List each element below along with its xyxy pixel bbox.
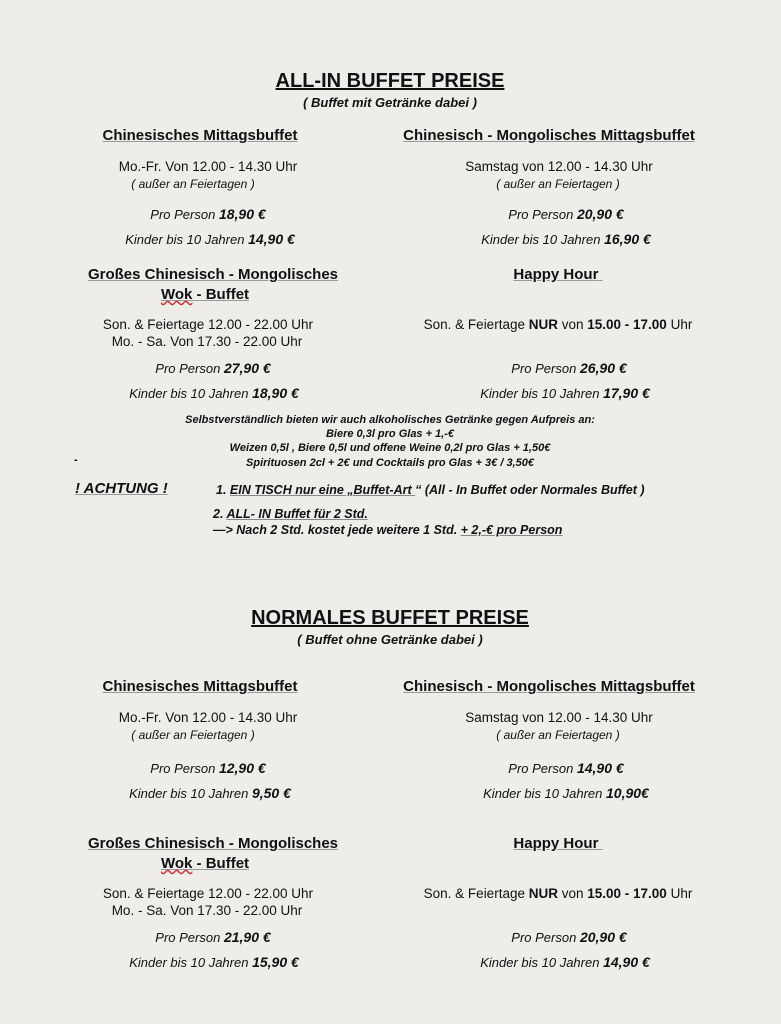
lunch-time: Mo.-Fr. Von 12.00 - 14.30 Uhr [118,710,298,725]
happy-child-price: Kinder bis 10 Jahren 14,90 € [480,954,650,970]
rule-one-table: 1. EIN TISCH nur eine „Buffet-Art “ (All - In Buffet oder Normales Buffet ) [216,483,645,497]
drinks-note-line: Selbstverständlich bieten wir auch alkoholisches Getränke gegen Aufpreis an: [185,414,595,426]
section-title: NORMALES BUFFET PREISE [251,607,529,629]
wok-heading-line2: Wok - Buffet [160,855,250,872]
lunch-note: ( außer an Feiertagen ) [131,728,255,742]
wok-child-price: Kinder bis 10 Jahren 15,90 € [129,954,299,970]
wok-time-weekday: Mo. - Sa. Von 17.30 - 22.00 Uhr [111,903,303,918]
lunch-child-price: Kinder bis 10 Jahren 14,90 € [125,231,295,247]
drinks-note-line: Spirituosen 2cl + 2€ und Cocktails pro Glas + 3€ / 3,50€ [246,457,534,469]
lunch-time: Mo.-Fr. Von 12.00 - 14.30 Uhr [118,159,298,174]
wok-adult-price: Pro Person 27,90 € [155,360,271,376]
dash-mark: - [74,454,78,466]
lunch-adult-price: Pro Person 18,90 € [150,206,266,222]
wok-time-weekend: Son. & Feiertage 12.00 - 22.00 Uhr [102,886,314,901]
wok-adult-price: Pro Person 21,90 € [155,929,271,945]
mongol-lunch-time: Samstag von 12.00 - 14.30 Uhr [465,159,653,174]
mongol-lunch-heading: Chinesisch - Mongolisches Mittagsbuffet [403,678,695,695]
happy-child-price: Kinder bis 10 Jahren 17,90 € [480,385,650,401]
drinks-note-line: Weizen 0,5l , Biere 0,5l und offene Weine 0,2l pro Glas + 1,50€ [229,442,551,454]
happy-hour-time: Son. & Feiertage NUR von 15.00 - 17.00 Uhr [423,886,693,901]
lunch-note: ( außer an Feiertagen ) [131,177,255,191]
mongol-lunch-adult-price: Pro Person 14,90 € [508,760,624,776]
wok-heading: Großes Chinesisch - Mongolisches [87,266,339,283]
mongol-lunch-note: ( außer an Feiertagen ) [496,728,620,742]
mongol-lunch-time: Samstag von 12.00 - 14.30 Uhr [465,710,653,725]
wok-child-price: Kinder bis 10 Jahren 18,90 € [129,385,299,401]
wok-heading: Großes Chinesisch - Mongolisches [87,835,339,852]
rule-three-extra-charge: —> Nach 2 Std. kostet jede weitere 1 Std. + 2,-€ pro Person [213,523,563,537]
lunch-heading: Chinesisches Mittagsbuffet [102,678,298,695]
lunch-adult-price: Pro Person 12,90 € [150,760,266,776]
section-subtitle: ( Buffet mit Getränke dabei ) [303,95,477,110]
happy-adult-price: Pro Person 26,90 € [511,360,627,376]
section-title: ALL-IN BUFFET PREISE [275,70,505,92]
wok-time-weekend: Son. & Feiertage 12.00 - 22.00 Uhr [102,317,314,332]
mongol-lunch-note: ( außer an Feiertagen ) [496,177,620,191]
section-subtitle: ( Buffet ohne Getränke dabei ) [297,632,483,647]
happy-adult-price: Pro Person 20,90 € [511,929,627,945]
wok-heading-line2: Wok - Buffet [160,286,250,303]
lunch-child-price: Kinder bis 10 Jahren 9,50 € [129,785,291,801]
mongol-lunch-heading: Chinesisch - Mongolisches Mittagsbuffet [403,127,695,144]
mongol-lunch-child-price: Kinder bis 10 Jahren 16,90 € [481,231,651,247]
wok-time-weekday: Mo. - Sa. Von 17.30 - 22.00 Uhr [111,334,303,349]
mongol-lunch-child-price: Kinder bis 10 Jahren 10,90€ [483,785,649,801]
achtung-label: ! ACHTUNG ! [75,480,168,497]
mongol-lunch-adult-price: Pro Person 20,90 € [508,206,624,222]
lunch-heading: Chinesisches Mittagsbuffet [102,127,298,144]
drinks-note-line: Biere 0,3l pro Glas + 1,-€ [325,428,455,440]
happy-hour-time: Son. & Feiertage NUR von 15.00 - 17.00 Uhr [423,317,693,332]
happy-hour-heading: Happy Hour [513,266,599,283]
happy-hour-heading: Happy Hour [513,835,599,852]
rule-two-duration: 2. ALL- IN Buffet für 2 Std. [213,507,368,521]
